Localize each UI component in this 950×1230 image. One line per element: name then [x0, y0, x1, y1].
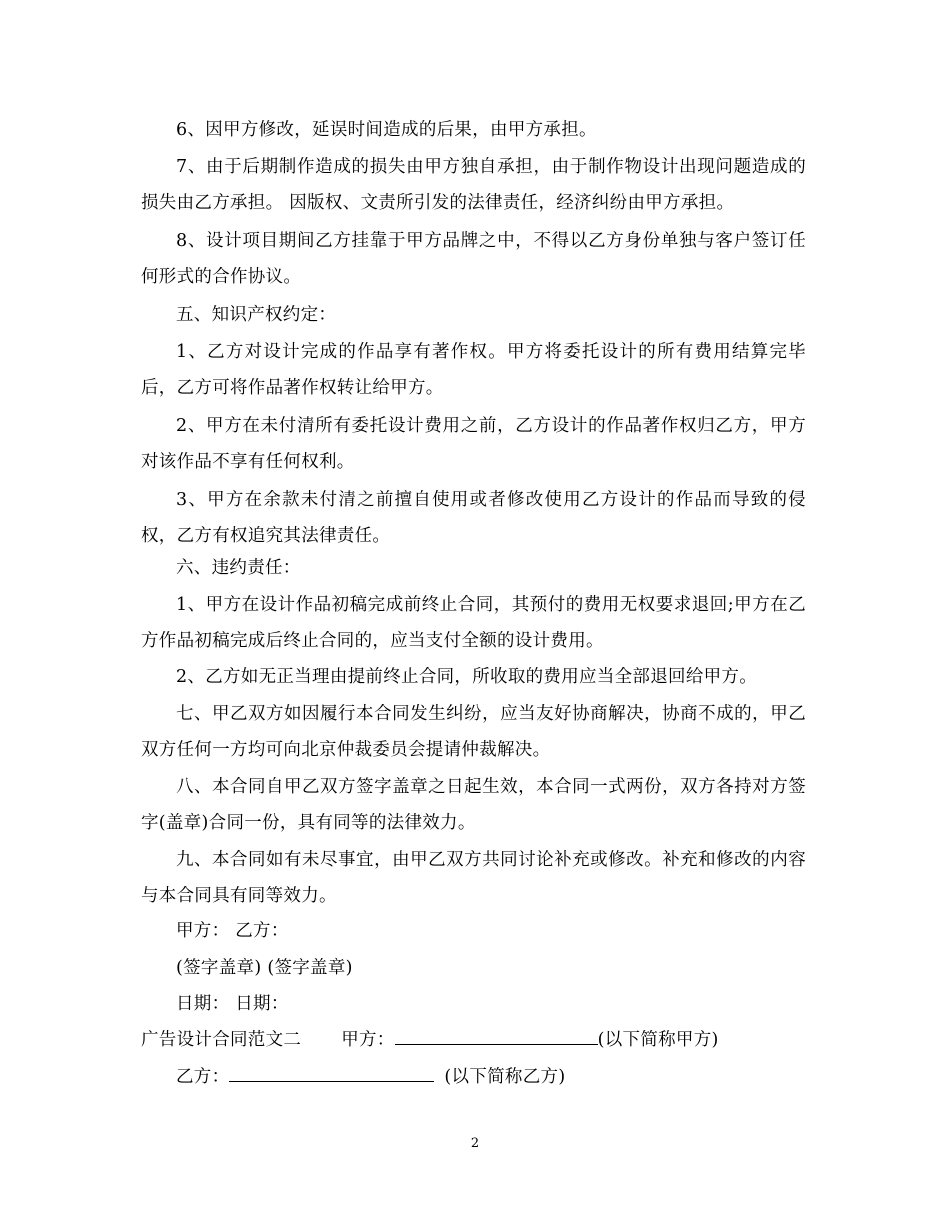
party-b-note: (以下简称乙方)	[444, 1067, 566, 1087]
signature-dates: 日期： 日期：	[176, 994, 289, 1014]
paragraph-effective: 八、本合同自甲乙双方签字盖章之日起生效，本合同一式两份，双方各持对方签字(盖章)合同一份，具有同等的法律效力。	[141, 777, 806, 833]
party-a-blank[interactable]	[395, 1026, 598, 1045]
party-b-label: 乙方：	[176, 1067, 230, 1087]
page-number: 2	[470, 1136, 480, 1151]
sample-two-party-a-line	[141, 1022, 806, 1058]
sample-two-party-b-line	[141, 1059, 806, 1095]
paragraph-ip-2: 2、甲方在未付清所有委托设计费用之前，乙方设计的作品著作权归乙方，甲方对该作品不享有任何权利。	[141, 416, 806, 472]
paragraph-clause-7: 7、由于后期制作造成的损失由甲方独自承担，由于制作物设计出现问题造成的损失由乙方承担。 因版权、文责所引发的法律责任，经济纠纷由甲方承担。	[141, 157, 806, 213]
paragraph-breach-2: 2、乙方如无正当理由提前终止合同，所收取的费用应当全部退回给甲方。	[176, 667, 758, 687]
paragraph-ip-3: 3、甲方在余款未付清之前擅自使用或者修改使用乙方设计的作品而导致的侵权，乙方有权追究其法律责任。	[141, 490, 806, 546]
signature-stamps: (签字盖章) (签字盖章)	[176, 958, 353, 978]
paragraph-breach-1: 1、甲方在设计作品初稿完成前终止合同，其预付的费用无权要求退回;甲方在乙方作品初稿完成后终止合同的，应当支付全额的设计费用。	[141, 595, 806, 651]
party-a-note: (以下简称甲方)	[597, 1030, 719, 1050]
paragraph-ip-1: 1、乙方对设计完成的作品享有著作权。甲方将委托设计的所有费用结算完毕后，乙方可将作品著作权转让给甲方。	[141, 342, 806, 398]
section-heading-breach: 六、违约责任：	[176, 558, 301, 578]
signature-parties: 甲方： 乙方：	[176, 921, 289, 941]
party-a-label: 甲方：	[341, 1030, 395, 1050]
party-b-blank[interactable]	[229, 1063, 434, 1082]
section-heading-ip: 五、知识产权约定：	[176, 305, 337, 325]
sample-two-title: 广告设计合同范文二	[141, 1030, 302, 1050]
paragraph-clause-6: 6、因甲方修改，延误时间造成的后果，由甲方承担。	[176, 120, 597, 140]
paragraph-supplement: 九、本合同如有未尽事宜，由甲乙双方共同讨论补充或修改。补充和修改的内容与本合同具有同等效力。	[141, 850, 806, 906]
paragraph-dispute: 七、甲乙双方如因履行本合同发生纠纷，应当友好协商解决，协商不成的，甲乙双方任何一方均可向北京仲裁委员会提请仲裁解决。	[141, 704, 806, 760]
paragraph-clause-8: 8、设计项目期间乙方挂靠于甲方品牌之中，不得以乙方身份单独与客户签订任何形式的合作协议。	[141, 231, 806, 287]
